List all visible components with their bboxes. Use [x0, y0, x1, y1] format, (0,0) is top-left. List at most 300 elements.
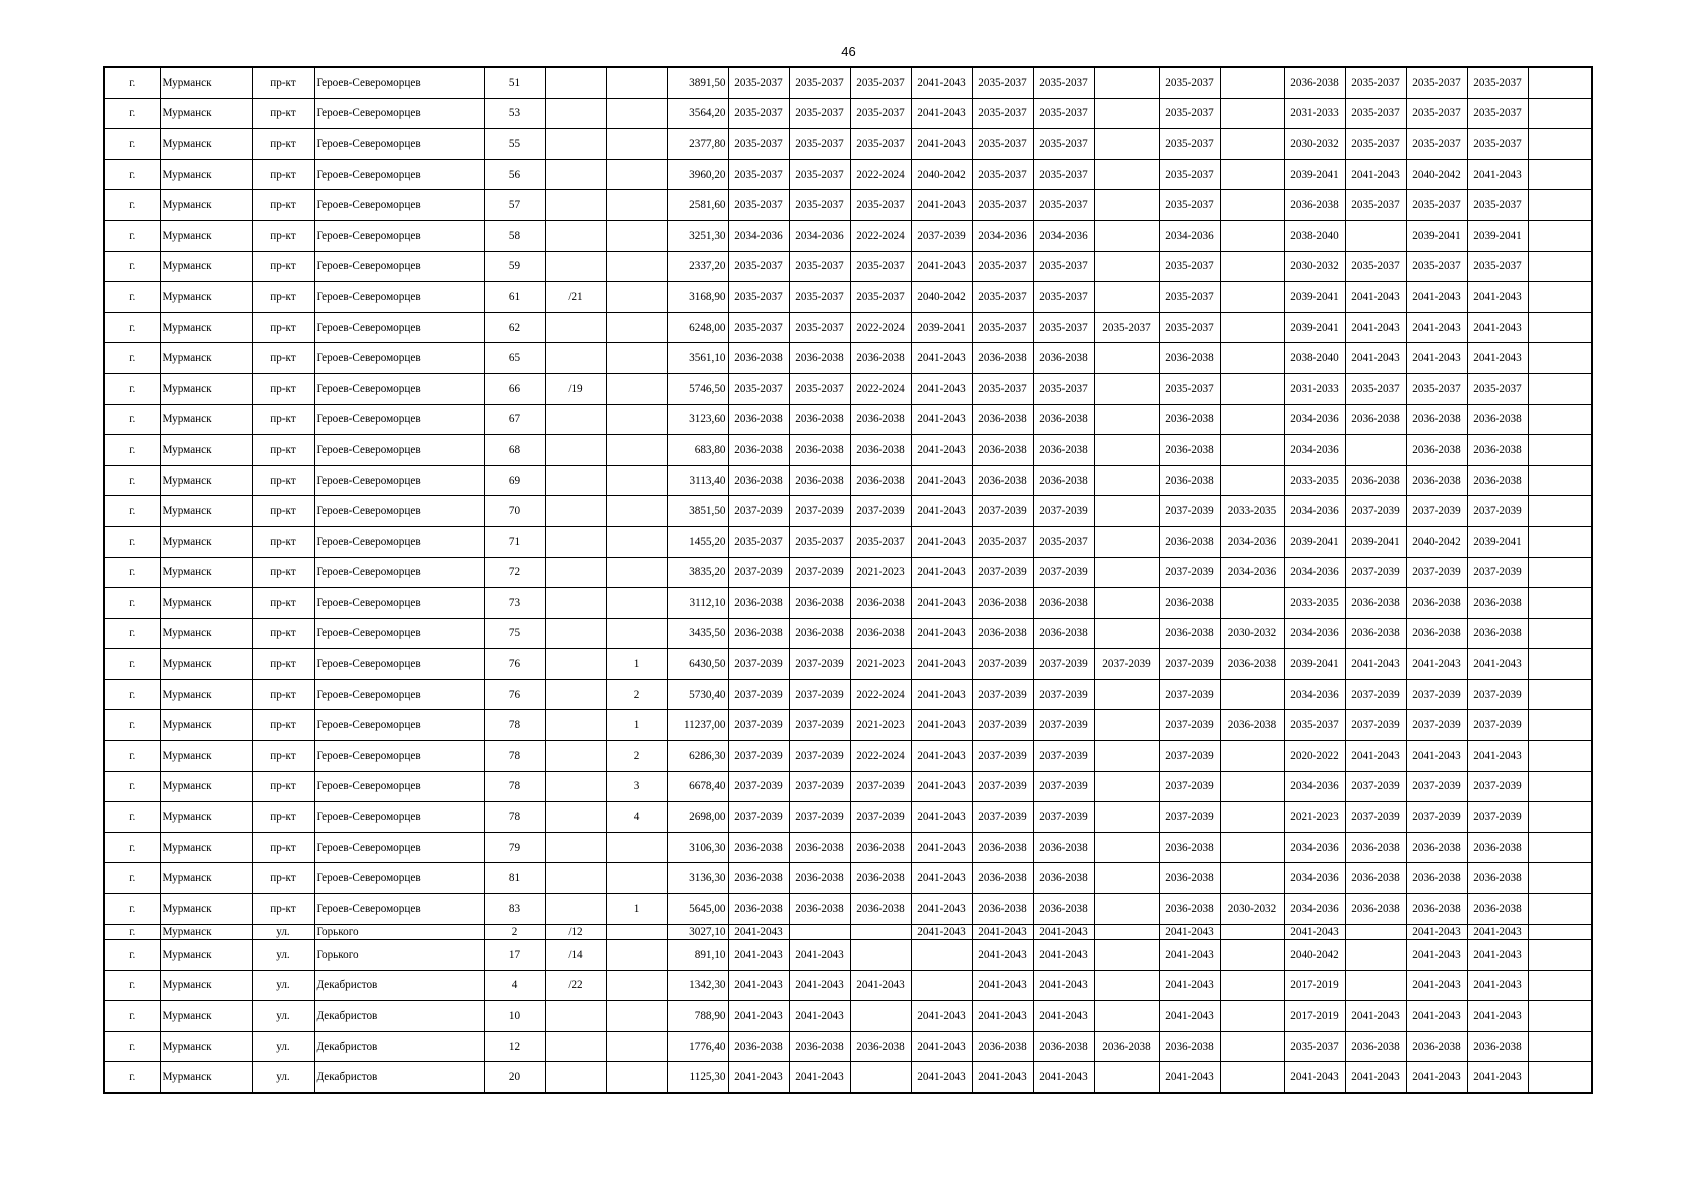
period-11-cell: 2036-2038: [1345, 894, 1406, 925]
extra-cell: [1528, 251, 1592, 282]
period-7-cell: [1094, 496, 1159, 527]
street-name-cell: Героев-Североморцев: [314, 802, 484, 833]
house-number-cell: 68: [484, 435, 545, 466]
period-12-cell: 2035-2037: [1406, 98, 1467, 129]
period-11-cell: 2037-2039: [1345, 557, 1406, 588]
period-8-cell: 2035-2037: [1159, 282, 1220, 313]
city-cell: Мурманск: [160, 771, 252, 802]
extra-cell: [1528, 924, 1592, 939]
extra-cell: [1528, 159, 1592, 190]
period-11-cell: 2037-2039: [1345, 710, 1406, 741]
period-4-cell: 2041-2043: [911, 129, 972, 160]
table-row: [104, 894, 1592, 925]
city-cell: Мурманск: [160, 863, 252, 894]
locality-type-cell: г.: [104, 649, 160, 680]
period-12-cell: 2041-2043: [1406, 741, 1467, 772]
extra-cell: [1528, 496, 1592, 527]
table-row: [104, 557, 1592, 588]
period-1-cell: 2035-2037: [728, 373, 789, 404]
street-type-cell: пр-кт: [252, 771, 314, 802]
period-2-cell: 2041-2043: [789, 1001, 850, 1032]
building-cell: [606, 1062, 667, 1093]
period-2-cell: 2036-2038: [789, 465, 850, 496]
period-6-cell: 2037-2039: [1033, 710, 1094, 741]
table-row: [104, 404, 1592, 435]
period-5-cell: 2037-2039: [972, 771, 1033, 802]
period-2-cell: 2036-2038: [789, 435, 850, 466]
period-1-cell: 2041-2043: [728, 1062, 789, 1093]
period-13-cell: 2041-2043: [1467, 649, 1528, 680]
fraction-cell: [545, 1062, 606, 1093]
period-6-cell: 2037-2039: [1033, 557, 1094, 588]
period-6-cell: 2035-2037: [1033, 67, 1094, 98]
period-8-cell: 2037-2039: [1159, 771, 1220, 802]
city-cell: Мурманск: [160, 1031, 252, 1062]
locality-type-cell: г.: [104, 98, 160, 129]
period-6-cell: 2036-2038: [1033, 832, 1094, 863]
house-number-cell: 79: [484, 832, 545, 863]
period-5-cell: 2041-2043: [972, 940, 1033, 971]
period-11-cell: 2036-2038: [1345, 618, 1406, 649]
city-cell: Мурманск: [160, 98, 252, 129]
street-type-cell: пр-кт: [252, 863, 314, 894]
period-11-cell: 2039-2041: [1345, 526, 1406, 557]
area-cell: 3435,50: [667, 618, 728, 649]
house-number-cell: 66: [484, 373, 545, 404]
table-row: [104, 282, 1592, 313]
period-6-cell: 2035-2037: [1033, 526, 1094, 557]
period-11-cell: 2036-2038: [1345, 1031, 1406, 1062]
period-9-cell: [1220, 282, 1284, 313]
building-cell: [606, 129, 667, 160]
period-1-cell: 2037-2039: [728, 496, 789, 527]
period-11-cell: 2041-2043: [1345, 159, 1406, 190]
period-1-cell: 2036-2038: [728, 435, 789, 466]
building-cell: [606, 98, 667, 129]
street-name-cell: Героев-Североморцев: [314, 67, 484, 98]
period-2-cell: 2035-2037: [789, 282, 850, 313]
period-2-cell: 2041-2043: [789, 940, 850, 971]
street-name-cell: Декабристов: [314, 1062, 484, 1093]
period-5-cell: 2036-2038: [972, 863, 1033, 894]
period-9-cell: [1220, 832, 1284, 863]
locality-type-cell: г.: [104, 679, 160, 710]
building-cell: 1: [606, 710, 667, 741]
city-cell: Мурманск: [160, 970, 252, 1001]
table-row: [104, 741, 1592, 772]
street-name-cell: Героев-Североморцев: [314, 251, 484, 282]
area-cell: 11237,00: [667, 710, 728, 741]
period-6-cell: 2041-2043: [1033, 940, 1094, 971]
fraction-cell: /21: [545, 282, 606, 313]
city-cell: Мурманск: [160, 129, 252, 160]
period-12-cell: 2041-2043: [1406, 343, 1467, 374]
period-2-cell: 2036-2038: [789, 404, 850, 435]
period-3-cell: [850, 1001, 911, 1032]
period-1-cell: 2037-2039: [728, 802, 789, 833]
street-name-cell: Героев-Североморцев: [314, 557, 484, 588]
period-3-cell: 2022-2024: [850, 220, 911, 251]
city-cell: Мурманск: [160, 894, 252, 925]
period-11-cell: 2041-2043: [1345, 312, 1406, 343]
period-3-cell: 2035-2037: [850, 251, 911, 282]
period-12-cell: 2037-2039: [1406, 771, 1467, 802]
period-10-cell: 2036-2038: [1284, 67, 1345, 98]
period-12-cell: 2036-2038: [1406, 832, 1467, 863]
city-cell: Мурманск: [160, 312, 252, 343]
street-type-cell: пр-кт: [252, 251, 314, 282]
street-type-cell: ул.: [252, 1062, 314, 1093]
period-4-cell: 2041-2043: [911, 67, 972, 98]
locality-type-cell: г.: [104, 1062, 160, 1093]
fraction-cell: [545, 557, 606, 588]
period-4-cell: [911, 940, 972, 971]
locality-type-cell: г.: [104, 970, 160, 1001]
period-9-cell: 2036-2038: [1220, 710, 1284, 741]
building-cell: [606, 496, 667, 527]
locality-type-cell: г.: [104, 1001, 160, 1032]
period-13-cell: 2036-2038: [1467, 465, 1528, 496]
period-12-cell: 2035-2037: [1406, 373, 1467, 404]
period-11-cell: 2037-2039: [1345, 679, 1406, 710]
street-name-cell: Героев-Североморцев: [314, 343, 484, 374]
extra-cell: [1528, 710, 1592, 741]
period-2-cell: 2036-2038: [789, 832, 850, 863]
extra-cell: [1528, 312, 1592, 343]
period-5-cell: 2035-2037: [972, 312, 1033, 343]
period-8-cell: 2035-2037: [1159, 251, 1220, 282]
street-name-cell: Героев-Североморцев: [314, 832, 484, 863]
period-11-cell: 2037-2039: [1345, 802, 1406, 833]
period-11-cell: 2041-2043: [1345, 649, 1406, 680]
period-4-cell: 2041-2043: [911, 98, 972, 129]
period-9-cell: [1220, 220, 1284, 251]
street-name-cell: Героев-Североморцев: [314, 220, 484, 251]
locality-type-cell: г.: [104, 618, 160, 649]
city-cell: Мурманск: [160, 404, 252, 435]
table-row: [104, 1062, 1592, 1093]
city-cell: Мурманск: [160, 1062, 252, 1093]
street-type-cell: пр-кт: [252, 435, 314, 466]
fraction-cell: [545, 220, 606, 251]
street-type-cell: пр-кт: [252, 159, 314, 190]
extra-cell: [1528, 802, 1592, 833]
city-cell: Мурманск: [160, 435, 252, 466]
period-1-cell: 2035-2037: [728, 312, 789, 343]
period-8-cell: 2035-2037: [1159, 159, 1220, 190]
period-3-cell: 2036-2038: [850, 863, 911, 894]
period-5-cell: 2041-2043: [972, 1062, 1033, 1093]
period-9-cell: [1220, 1062, 1284, 1093]
building-cell: [606, 970, 667, 1001]
period-10-cell: 2034-2036: [1284, 404, 1345, 435]
area-cell: 3561,10: [667, 343, 728, 374]
street-name-cell: Героев-Североморцев: [314, 894, 484, 925]
period-5-cell: 2037-2039: [972, 710, 1033, 741]
period-9-cell: [1220, 159, 1284, 190]
period-8-cell: 2041-2043: [1159, 924, 1220, 939]
period-9-cell: [1220, 1001, 1284, 1032]
period-3-cell: 2021-2023: [850, 649, 911, 680]
building-cell: [606, 526, 667, 557]
period-3-cell: 2022-2024: [850, 159, 911, 190]
fraction-cell: [545, 251, 606, 282]
locality-type-cell: г.: [104, 404, 160, 435]
extra-cell: [1528, 970, 1592, 1001]
street-name-cell: Героев-Североморцев: [314, 496, 484, 527]
street-type-cell: пр-кт: [252, 343, 314, 374]
period-8-cell: 2037-2039: [1159, 741, 1220, 772]
fraction-cell: [545, 649, 606, 680]
period-2-cell: 2034-2036: [789, 220, 850, 251]
table-row: [104, 159, 1592, 190]
period-4-cell: 2041-2043: [911, 894, 972, 925]
fraction-cell: [545, 98, 606, 129]
period-3-cell: 2035-2037: [850, 98, 911, 129]
period-1-cell: 2036-2038: [728, 465, 789, 496]
house-number-cell: 78: [484, 771, 545, 802]
fraction-cell: [545, 67, 606, 98]
period-4-cell: 2041-2043: [911, 710, 972, 741]
period-7-cell: [1094, 863, 1159, 894]
period-7-cell: [1094, 159, 1159, 190]
extra-cell: [1528, 435, 1592, 466]
period-10-cell: 2040-2042: [1284, 940, 1345, 971]
city-cell: Мурманск: [160, 282, 252, 313]
period-8-cell: 2037-2039: [1159, 679, 1220, 710]
period-2-cell: 2035-2037: [789, 251, 850, 282]
period-10-cell: 2034-2036: [1284, 894, 1345, 925]
period-13-cell: 2041-2043: [1467, 1062, 1528, 1093]
area-cell: 2581,60: [667, 190, 728, 221]
period-10-cell: 2041-2043: [1284, 924, 1345, 939]
building-cell: [606, 373, 667, 404]
period-8-cell: 2035-2037: [1159, 129, 1220, 160]
house-number-cell: 61: [484, 282, 545, 313]
period-3-cell: 2036-2038: [850, 894, 911, 925]
period-4-cell: 2041-2043: [911, 618, 972, 649]
area-cell: 3251,30: [667, 220, 728, 251]
period-7-cell: [1094, 435, 1159, 466]
locality-type-cell: г.: [104, 526, 160, 557]
period-5-cell: 2036-2038: [972, 1031, 1033, 1062]
period-6-cell: 2035-2037: [1033, 129, 1094, 160]
period-9-cell: [1220, 940, 1284, 971]
period-3-cell: 2021-2023: [850, 557, 911, 588]
period-11-cell: 2035-2037: [1345, 190, 1406, 221]
period-4-cell: 2041-2043: [911, 741, 972, 772]
extra-cell: [1528, 894, 1592, 925]
period-5-cell: 2036-2038: [972, 465, 1033, 496]
table-row: [104, 924, 1592, 939]
period-8-cell: 2035-2037: [1159, 190, 1220, 221]
period-13-cell: 2035-2037: [1467, 67, 1528, 98]
period-12-cell: 2040-2042: [1406, 159, 1467, 190]
period-9-cell: 2030-2032: [1220, 894, 1284, 925]
extra-cell: [1528, 557, 1592, 588]
street-name-cell: Героев-Североморцев: [314, 771, 484, 802]
period-8-cell: 2036-2038: [1159, 618, 1220, 649]
area-cell: 6678,40: [667, 771, 728, 802]
period-13-cell: 2036-2038: [1467, 863, 1528, 894]
fraction-cell: [545, 710, 606, 741]
period-4-cell: 2041-2043: [911, 1062, 972, 1093]
period-7-cell: [1094, 802, 1159, 833]
city-cell: Мурманск: [160, 343, 252, 374]
extra-cell: [1528, 343, 1592, 374]
building-cell: [606, 832, 667, 863]
locality-type-cell: г.: [104, 251, 160, 282]
period-3-cell: 2022-2024: [850, 679, 911, 710]
period-12-cell: 2036-2038: [1406, 863, 1467, 894]
period-3-cell: [850, 924, 911, 939]
period-9-cell: [1220, 373, 1284, 404]
period-5-cell: 2041-2043: [972, 924, 1033, 939]
period-7-cell: [1094, 832, 1159, 863]
area-cell: 3123,60: [667, 404, 728, 435]
house-number-cell: 81: [484, 863, 545, 894]
period-9-cell: [1220, 404, 1284, 435]
building-cell: [606, 1031, 667, 1062]
period-7-cell: 2037-2039: [1094, 649, 1159, 680]
period-5-cell: 2035-2037: [972, 282, 1033, 313]
area-cell: 3112,10: [667, 588, 728, 619]
period-8-cell: 2041-2043: [1159, 940, 1220, 971]
period-11-cell: 2041-2043: [1345, 282, 1406, 313]
period-10-cell: 2017-2019: [1284, 970, 1345, 1001]
table-row: [104, 970, 1592, 1001]
area-cell: 3168,90: [667, 282, 728, 313]
period-10-cell: 2039-2041: [1284, 526, 1345, 557]
period-8-cell: 2036-2038: [1159, 894, 1220, 925]
period-7-cell: [1094, 1062, 1159, 1093]
area-cell: 1342,30: [667, 970, 728, 1001]
fraction-cell: [545, 863, 606, 894]
period-10-cell: 2031-2033: [1284, 373, 1345, 404]
street-type-cell: пр-кт: [252, 496, 314, 527]
street-name-cell: Героев-Североморцев: [314, 649, 484, 680]
area-cell: 5645,00: [667, 894, 728, 925]
period-13-cell: 2041-2043: [1467, 343, 1528, 374]
table-row: [104, 67, 1592, 98]
house-number-cell: 2: [484, 924, 545, 939]
street-type-cell: пр-кт: [252, 557, 314, 588]
period-7-cell: [1094, 465, 1159, 496]
table-row: [104, 832, 1592, 863]
building-cell: 3: [606, 771, 667, 802]
period-10-cell: 2036-2038: [1284, 190, 1345, 221]
street-type-cell: пр-кт: [252, 190, 314, 221]
fraction-cell: /12: [545, 924, 606, 939]
period-12-cell: 2041-2043: [1406, 312, 1467, 343]
period-6-cell: 2041-2043: [1033, 1001, 1094, 1032]
extra-cell: [1528, 67, 1592, 98]
period-11-cell: 2036-2038: [1345, 863, 1406, 894]
table-row: [104, 129, 1592, 160]
locality-type-cell: г.: [104, 863, 160, 894]
period-5-cell: 2035-2037: [972, 373, 1033, 404]
table-row: [104, 710, 1592, 741]
period-10-cell: 2030-2032: [1284, 129, 1345, 160]
locality-type-cell: г.: [104, 67, 160, 98]
area-cell: 3891,50: [667, 67, 728, 98]
period-13-cell: 2035-2037: [1467, 190, 1528, 221]
house-number-cell: 59: [484, 251, 545, 282]
street-type-cell: пр-кт: [252, 832, 314, 863]
street-type-cell: пр-кт: [252, 98, 314, 129]
building-cell: [606, 159, 667, 190]
street-name-cell: Героев-Североморцев: [314, 618, 484, 649]
building-cell: [606, 190, 667, 221]
street-name-cell: Героев-Североморцев: [314, 741, 484, 772]
building-cell: [606, 435, 667, 466]
fraction-cell: [545, 312, 606, 343]
period-2-cell: 2037-2039: [789, 741, 850, 772]
city-cell: Мурманск: [160, 190, 252, 221]
locality-type-cell: г.: [104, 710, 160, 741]
period-2-cell: 2035-2037: [789, 67, 850, 98]
fraction-cell: [545, 159, 606, 190]
house-number-cell: 71: [484, 526, 545, 557]
house-number-cell: 65: [484, 343, 545, 374]
period-10-cell: 2034-2036: [1284, 435, 1345, 466]
period-8-cell: 2036-2038: [1159, 1031, 1220, 1062]
extra-cell: [1528, 465, 1592, 496]
street-type-cell: ул.: [252, 1031, 314, 1062]
period-1-cell: 2041-2043: [728, 1001, 789, 1032]
period-9-cell: [1220, 251, 1284, 282]
period-4-cell: 2039-2041: [911, 312, 972, 343]
period-12-cell: 2036-2038: [1406, 404, 1467, 435]
fraction-cell: [545, 771, 606, 802]
period-1-cell: 2037-2039: [728, 741, 789, 772]
city-cell: Мурманск: [160, 496, 252, 527]
period-9-cell: [1220, 343, 1284, 374]
period-1-cell: 2035-2037: [728, 67, 789, 98]
period-2-cell: 2035-2037: [789, 129, 850, 160]
table-row: [104, 312, 1592, 343]
period-5-cell: 2037-2039: [972, 557, 1033, 588]
period-1-cell: 2036-2038: [728, 863, 789, 894]
locality-type-cell: г.: [104, 802, 160, 833]
period-12-cell: 2041-2043: [1406, 1062, 1467, 1093]
area-cell: 891,10: [667, 940, 728, 971]
building-cell: [606, 465, 667, 496]
period-11-cell: [1345, 435, 1406, 466]
extra-cell: [1528, 404, 1592, 435]
period-8-cell: 2041-2043: [1159, 970, 1220, 1001]
period-12-cell: 2035-2037: [1406, 251, 1467, 282]
table-row: [104, 1031, 1592, 1062]
period-13-cell: 2039-2041: [1467, 526, 1528, 557]
building-cell: [606, 863, 667, 894]
city-cell: Мурманск: [160, 557, 252, 588]
period-12-cell: 2035-2037: [1406, 129, 1467, 160]
fraction-cell: [545, 190, 606, 221]
locality-type-cell: г.: [104, 373, 160, 404]
period-5-cell: 2037-2039: [972, 741, 1033, 772]
city-cell: Мурманск: [160, 220, 252, 251]
city-cell: Мурманск: [160, 1001, 252, 1032]
period-12-cell: 2037-2039: [1406, 679, 1467, 710]
period-11-cell: 2036-2038: [1345, 588, 1406, 619]
period-9-cell: [1220, 970, 1284, 1001]
locality-type-cell: г.: [104, 940, 160, 971]
house-number-cell: 58: [484, 220, 545, 251]
area-cell: 2377,80: [667, 129, 728, 160]
house-number-cell: 67: [484, 404, 545, 435]
fraction-cell: [545, 894, 606, 925]
